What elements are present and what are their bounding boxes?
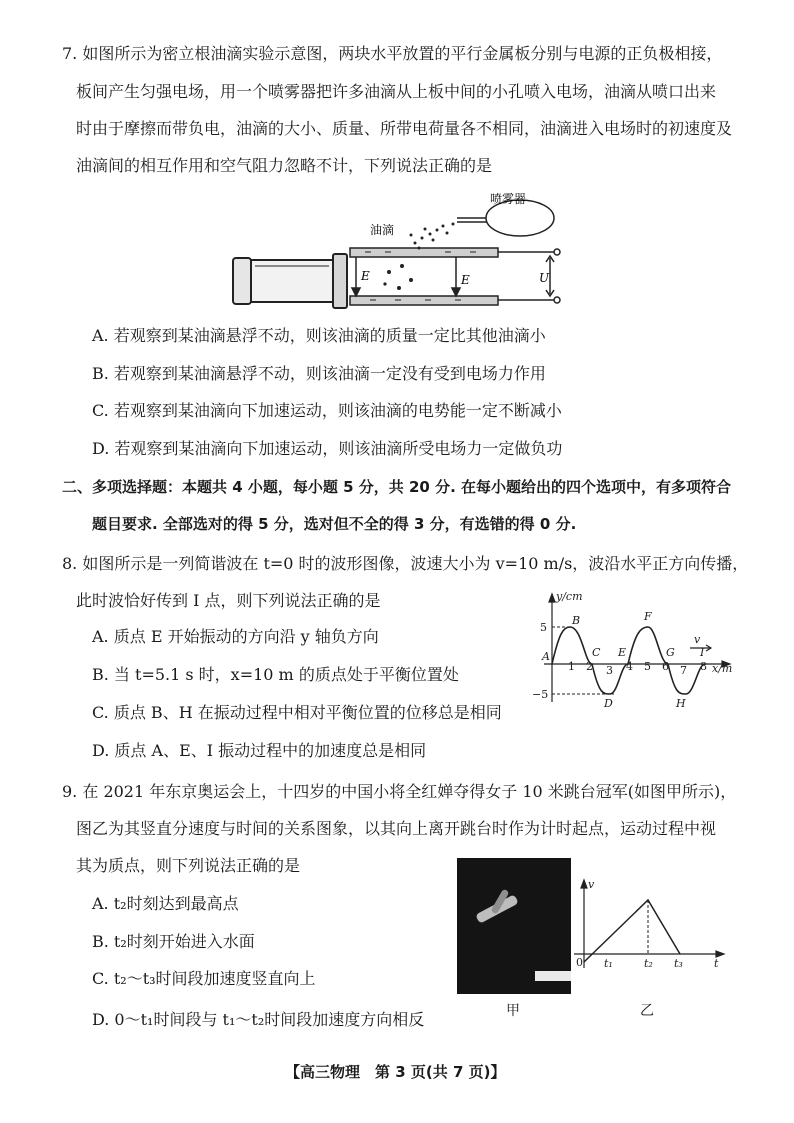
wave-velocity-label: v <box>694 633 701 646</box>
wave-xtick-6: 6 <box>662 660 669 673</box>
q7-option-a: A. 若观察到某油滴悬浮不动，则该油滴的质量一定比其他油滴小 <box>92 326 546 345</box>
wave-ylabel: y/cm <box>556 590 583 603</box>
q7-stem-line-4: 油滴间的相互作用和空气阻力忽略不计，下列说法正确的是 <box>76 156 493 175</box>
vt-line <box>584 900 680 962</box>
point-i: I <box>700 646 705 659</box>
microscope <box>233 254 347 308</box>
q8-option-c: C. 质点 B、H 在振动过程中相对平衡位置的位移总是相同 <box>92 703 502 722</box>
q9-option-d: D. 0～t₁时间段与 t₁～t₂时间段加速度方向相反 <box>92 1010 425 1029</box>
q8-option-d: D. 质点 A、E、I 振动过程中的加速度总是相同 <box>92 741 427 760</box>
q8-stem-line-2: 此时波恰好传到 I 点，则下列说法正确的是 <box>76 591 381 610</box>
q7-stem-line-1: 7. 如图所示为密立根油滴实验示意图，两块水平放置的平行金属板分别与电源的正负极相接， <box>62 44 723 63</box>
q8-option-b: B. 当 t=5.1 s 时，x=10 m 的质点处于平衡位置处 <box>92 665 459 684</box>
section2-heading-line-1: 二、多项选择题：本题共 4 小题，每小题 5 分，共 20 分. 在每小题给出的四个选项中，有多项符合 <box>62 478 732 496</box>
wave-xlabel: x/m <box>712 662 733 675</box>
vt-t-label: t <box>714 957 719 970</box>
caption-jia: 甲 <box>506 1003 520 1019</box>
q9-stem-line-3: 其为质点，则下列说法正确的是 <box>76 856 301 875</box>
point-c: C <box>592 646 601 659</box>
field-label-right: E <box>461 273 470 287</box>
q9-stem-line-1: 9. 在 2021 年东京奥运会上，十四岁的中国小将全红婵夺得女子 10 米跳台冠军(如图甲所示)， <box>62 782 737 801</box>
millikan-apparatus-figure <box>225 188 575 318</box>
point-e: E <box>618 646 627 659</box>
wave-xtick-2: 2 <box>586 660 593 673</box>
q7-option-d: D. 若观察到某油滴向下加速运动，则该油滴所受电场力一定做负功 <box>92 439 563 458</box>
point-h: H <box>676 697 686 710</box>
field-label-left: E <box>361 269 370 283</box>
point-d: D <box>604 697 613 710</box>
caption-yi: 乙 <box>640 1003 654 1019</box>
wave-ytick-5: 5 <box>540 621 547 634</box>
wave-xtick-3: 3 <box>606 664 613 677</box>
q7-option-b: B. 若观察到某油滴悬浮不动，则该油滴一定没有受到电场力作用 <box>92 364 546 383</box>
oil-drop-label: 油滴 <box>370 223 395 237</box>
q8-option-a: A. 质点 E 开始振动的方向沿 y 轴负方向 <box>92 627 379 646</box>
section2-heading-line-2: 题目要求. 全部选对的得 5 分，选对但不全的得 3 分，有选错的得 0 分. <box>92 515 577 533</box>
q8-stem-line-1: 8. 如图所示是一列简谐波在 t=0 时的波形图像，波速大小为 v=10 m/s，波沿水平正方向传播， <box>62 554 749 573</box>
wave-graph <box>530 590 733 710</box>
diver-photo <box>457 858 571 994</box>
vt-t2-label: t₂ <box>644 957 653 970</box>
q7-stem-line-3: 时由于摩擦而带负电，油滴的大小、质量、所带电荷量各不相同，油滴进入电场时的初速度及 <box>76 119 733 138</box>
wave-xtick-8: 8 <box>700 660 707 673</box>
wave-xtick-4: 4 <box>626 660 633 673</box>
wave-xtick-5: 5 <box>644 660 651 673</box>
q9-option-b: B. t₂时刻开始进入水面 <box>92 932 255 951</box>
wave-ytick-neg5: −5 <box>532 688 549 701</box>
q9-option-c: C. t₂～t₃时间段加速度竖直向上 <box>92 969 316 988</box>
point-a: A <box>542 650 550 663</box>
point-g: G <box>666 646 675 659</box>
vt-v-label: v <box>588 878 595 891</box>
velocity-time-graph <box>570 872 730 992</box>
point-b: B <box>572 614 581 627</box>
q7-option-c: C. 若观察到某油滴向下加速运动，则该油滴的电势能一定不断减小 <box>92 401 562 420</box>
page-footer: 【高三物理 第 3 页(共 7 页)】 <box>285 1063 506 1081</box>
vt-origin-label: 0 <box>576 956 583 969</box>
q9-stem-line-2: 图乙为其竖直分速度与时间的关系图象，以其向上离开跳台时作为计时起点，运动过程中视 <box>76 819 717 838</box>
sprayer-label: 喷雾器 <box>490 192 527 206</box>
wave-xtick-7: 7 <box>680 664 687 677</box>
point-f: F <box>644 610 652 623</box>
vt-t1-label: t₁ <box>604 957 613 970</box>
q7-stem-line-2: 板间产生匀强电场，用一个喷雾器把许多油滴从上板中间的小孔喷入电场，油滴从喷口出来 <box>76 82 717 101</box>
voltage-label: U <box>539 271 550 285</box>
vt-t3-label: t₃ <box>674 957 683 970</box>
q9-option-a: A. t₂时刻达到最高点 <box>92 894 239 913</box>
wave-xtick-1: 1 <box>568 660 575 673</box>
